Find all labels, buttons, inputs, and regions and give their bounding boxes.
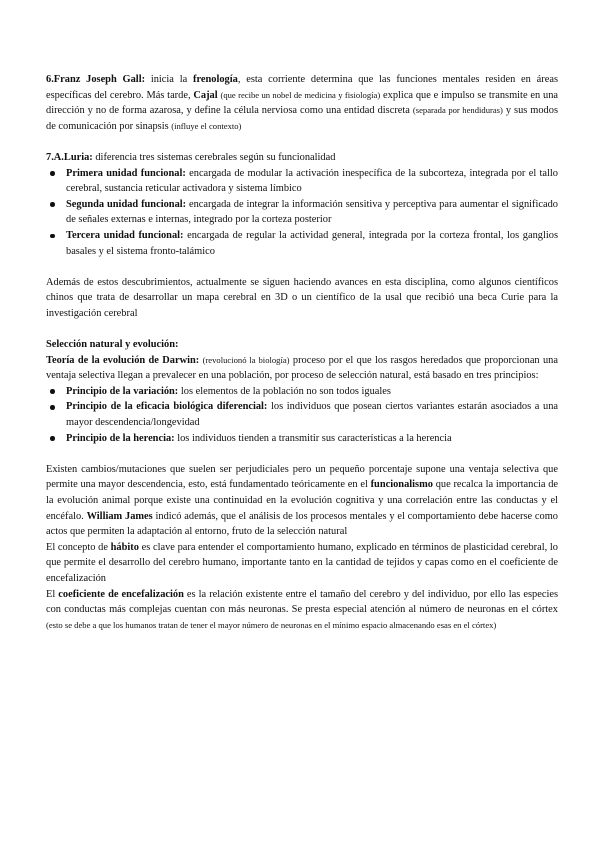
list-item-text: encargada de modular la activación inespecífica de la subcorteza, integrada por el tallo cerebral, sustancia reticular activadora y sistema límbico	[66, 167, 558, 195]
list-item-title: Principio de la herencia:	[66, 432, 175, 444]
list-item	[46, 431, 558, 447]
coeficiente-term: coeficiente de encefalización	[58, 588, 184, 600]
seleccion-heading: Selección natural y evolución:	[46, 339, 179, 351]
list-item-title: Primera unidad funcional:	[66, 167, 186, 179]
cambios-paragraph	[46, 462, 558, 540]
spacer	[46, 446, 558, 462]
cajal-name: Cajal	[193, 89, 218, 101]
list-item	[46, 384, 558, 400]
frenologia-term: frenología	[193, 74, 238, 85]
luria-unit-list	[46, 166, 558, 260]
coeficiente-text-1: El	[46, 588, 59, 600]
funcionalismo-term: funcionalismo	[370, 479, 433, 491]
cambios-text-2: que recalca la importancia de la evolución animal porque existe una continuidad en la evolución cognitiva y una correlación entre las conductas y el encéfalo.	[46, 479, 559, 522]
cambios-text-3: indicó además, que el análisis de los procesos mentales y el comportamiento debe hacerse como actos que permiten la adaptación al entorno, fruto de la selección natural	[46, 510, 558, 538]
list-item-text: los individuos tienden a transmitir sus características a la herencia	[174, 432, 452, 444]
cambios-text-1: Existen cambios/mutaciones que suelen ser perjudiciales pero un pequeño porcentaje supone una ventaja selectiva que permite una mayor descendencia, esto, está fundamentado teóricamente en el	[46, 463, 558, 491]
list-item-title: Principio de la eficacia biológica diferencial:	[66, 401, 268, 413]
gall-text-2: , esta corriente determina que las funciones mentales residen en áreas específicas del cerebro. Más tarde,	[46, 74, 558, 101]
gall-text-4: explica que e impulso se transmite en una dirección y no de forma azarosa, y define la célula nerviosa como una entidad discreta	[46, 89, 558, 117]
list-item-title: Principio de la variación:	[66, 385, 179, 397]
luria-heading: 7.A.Luria:	[46, 151, 93, 163]
darwin-text: proceso por el que los rasgos heredados que proporcionan una ventaja selectiva llegan a prevalecer en una población, por proceso de selección natural, está basado en tres principios:	[46, 354, 558, 382]
spacer	[46, 134, 558, 150]
list-item	[46, 399, 558, 430]
spacer	[46, 322, 558, 338]
habito-paragraph	[46, 540, 558, 587]
cajal-note: (que recibe un nobel de medicina y fisiología)	[220, 89, 381, 100]
darwin-title: Teoría de la evolución de Darwin:	[46, 354, 200, 366]
list-item	[46, 166, 558, 197]
seleccion-heading-line	[46, 337, 558, 353]
list-item-text: encargada de integrar la información sensitiva y perceptiva para aumentar el significado de señales externas e internas, integrado por la corteza posterior	[66, 198, 558, 226]
gall-text-5: y sus modos de comunicación por sinapsis	[46, 105, 558, 132]
spacer	[46, 259, 558, 275]
principles-list	[46, 384, 558, 446]
list-item-title: Tercera unidad funcional:	[66, 229, 184, 241]
habito-text-2: es clave para entender el comportamiento humano, explicado en términos de plasticidad cerebral, lo que permite el desarrollo del cerebro humano, importante tanto en la cantidad de tejidos y capas como en el coeficiente de encefalización	[46, 541, 558, 584]
coeficiente-note: (esto se debe a que los humanos tratan de tener el mayor número de neuronas en el mínimo espacio almacenando esas en el córtex)	[46, 619, 497, 630]
luria-intro: diferencia tres sistemas cerebrales según su funcionalidad	[92, 151, 336, 163]
gall-text-1: inicia la	[145, 74, 193, 85]
list-item-text: los elementos de la población no son todos iguales	[178, 385, 391, 397]
contexto-note: (influye el contexto)	[171, 120, 242, 131]
luria-paragraph	[46, 150, 558, 166]
list-item-text: encargada de regular la actividad general, integrada por la corteza frontal, los ganglios basales y el sistema fronto-talámico	[66, 229, 558, 257]
hendiduras-note: (separada por hendiduras)	[412, 105, 503, 116]
list-item-text: los individuos que posean ciertos variantes estarán asociados a una mayor descendencia/longevidad	[66, 401, 558, 429]
habito-term: hábito	[110, 541, 139, 553]
coeficiente-text-2: es la relación existente entre el tamaño del cerebro y del individuo, por ello las especies con conductas más complejas cuentan con más neuronas. Se presta especial atención al número de neuronas en el córtex	[46, 588, 558, 616]
list-item-title: Segunda unidad funcional:	[66, 198, 187, 210]
list-item	[46, 228, 558, 259]
list-item	[46, 197, 558, 228]
darwin-note: (revolucionó la biología)	[202, 354, 290, 365]
william-james-name: William James	[86, 510, 153, 522]
advances-paragraph: Además de estos descubrimientos, actualmente se siguen haciendo avances en esta disciplina, como algunos científicos chinos que trata de desarrollar un mapa cerebral en 3D o un científico de la usal que recibió una beca Curie para la investigación cerebral	[46, 276, 558, 319]
habito-text-1: El concepto de	[46, 541, 111, 553]
gall-heading: 6.Franz Joseph Gall:	[46, 74, 146, 85]
coeficiente-paragraph	[46, 587, 558, 634]
gall-paragraph	[46, 72, 558, 134]
darwin-paragraph	[46, 353, 558, 384]
